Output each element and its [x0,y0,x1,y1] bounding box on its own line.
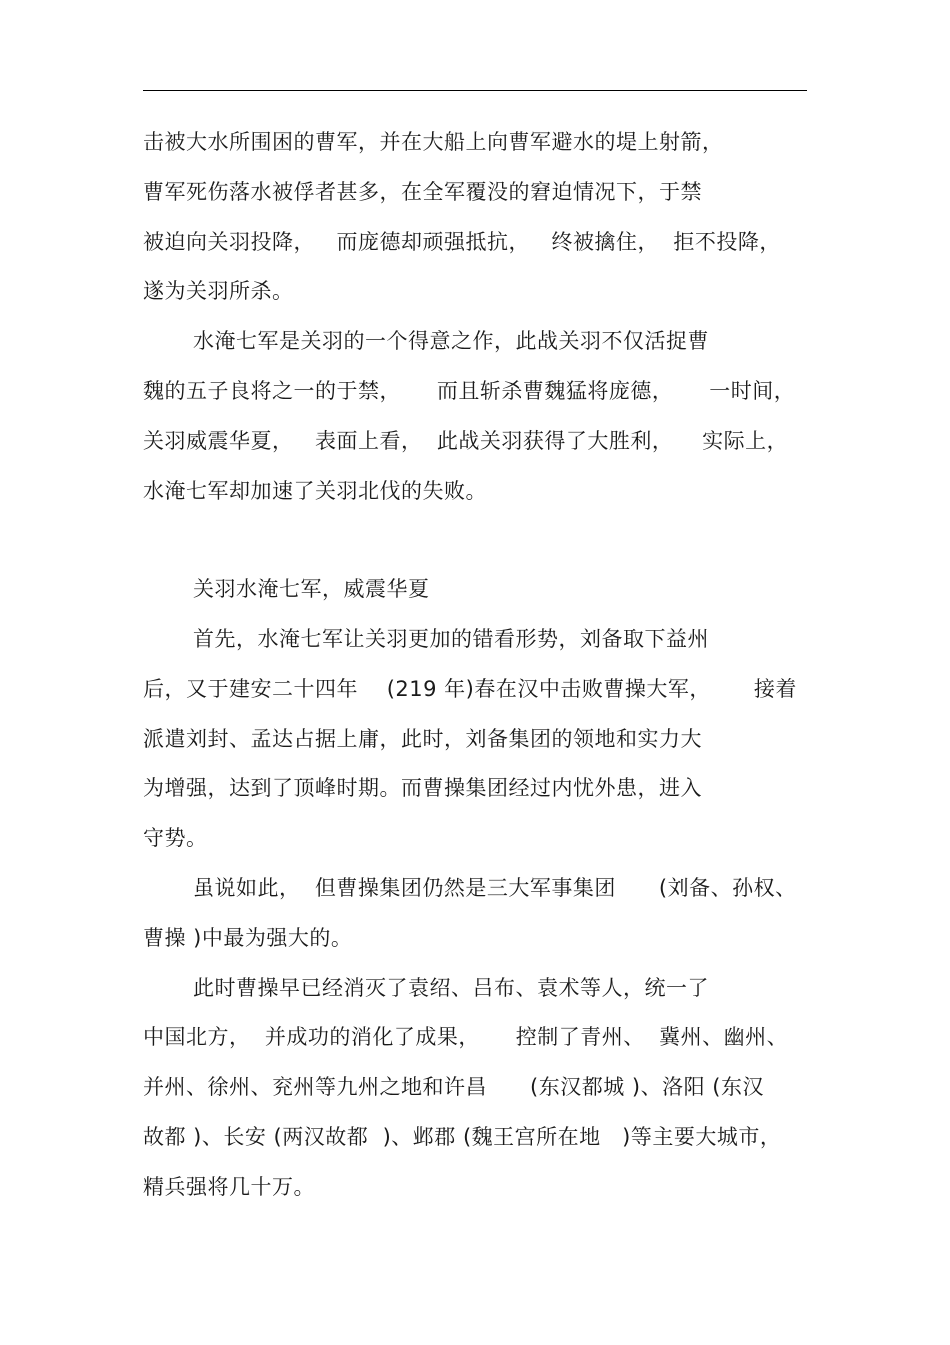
text-line: 派遣刘封、孟达占据上庸，此时，刘备集团的领地和实力大 [143,727,702,751]
paragraph-first-line: 首先，水淹七军让关羽更加的错看形势，刘备取下益州 [193,627,709,651]
section-heading: 关羽水淹七军，威震华夏 [193,577,430,601]
paragraph-first-line: 虽说如此， 但曹操集团仍然是三大军事集团 (刘备、孙权、 [193,876,797,900]
text-line: 为增强，达到了顶峰时期。而曹操集团经过内忧外患，进入 [143,776,702,800]
text-line: 魏的五子良将之一的于禁， 而且斩杀曹魏猛将庞德， 一时间， [143,379,796,403]
text-line: 水淹七军却加速了关羽北伐的失败。 [143,479,487,503]
text-line: 并州、徐州、兖州等九州之地和许昌 (东汉都城 )、洛阳 (东汉 [143,1075,764,1099]
text-line: 关羽威震华夏， 表面上看， 此战关羽获得了大胜利， 实际上， [143,429,789,453]
text-line: 遂为关羽所杀。 [143,279,294,303]
text-line: 守势。 [143,826,208,850]
text-line: 曹操 )中最为强大的。 [143,926,353,950]
paragraph-first-line: 水淹七军是关羽的一个得意之作，此战关羽不仅活捉曹 [193,329,709,353]
text-line: 故都 )、长安 (两汉故都 )、邺郡 (魏王宫所在地 )等主要大城市， [143,1125,782,1149]
paragraph-first-line: 此时曹操早已经消灭了袁绍、吕布、袁术等人，统一了 [193,976,709,1000]
text-line: 后，又于建安二十四年 (219 年)春在汉中击败曹操大军， 接着 [143,677,797,701]
text-line: 精兵强将几十万。 [143,1175,315,1199]
text-line: 击被大水所围困的曹军，并在大船上向曹军避水的堤上射箭， [143,130,724,154]
header-rule [143,90,807,91]
text-line: 被迫向关羽投降， 而庞德却顽强抵抗， 终被擒住， 拒不投降， [143,230,781,254]
text-line: 中国北方， 并成功的消化了成果， 控制了青州、 冀州、幽州、 [143,1025,789,1049]
text-line: 曹军死伤落水被俘者甚多，在全军覆没的窘迫情况下，于禁 [143,180,702,204]
